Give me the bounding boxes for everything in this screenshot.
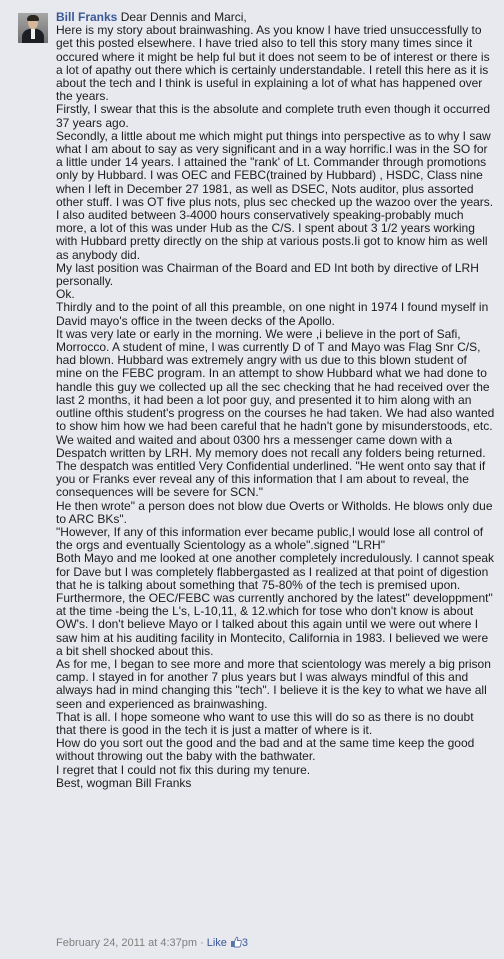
comment-body: Dear Dennis and Marci, Here is my story about brainwashing. As you know I have tried unsuccessfully to get this posted elsewhere. I have tried also to tell this story many times since it occured where it might be help ful but it does not seem to be of interest or there is a lot of apathy out there which is certainly understandable. I retell this here as it is about the tech and I think is useful in explaining a lot of what has happened over the years. Firstly, I swear that this is the absolute and complete truth even though it occurred 37 years ago. Secondly, a little about me which might put things into perspective as to why I saw what I am about to say as very significant and in a way horrific.I was in the SO for a little under 14 years. I attained the "rank' of Lt. Commander through promotions only by Hubbard. I was OEC and FEBC(trained by Hubbard) , HSDC, Class nine when I left in December 27 1981, as well as DSEC, Nots auditor, plus assorted other stuff. I was OT five plus nots, plus sec checked up the wazoo over the years. I also audited between 3-4000 hours conservatively speaking-probably much more, a lot of this was under Hub as the C/S. I spent about 3 1/2 years working with Hubbard pretty directly on the ship at various posts.Ii got to know him as well as anybody did. My last position was Chairman of the Board and ED Int both by directive of LRH personally. Ok. Thirdly and to the point of all this preamble, on one night in 1974 I found myself in David mayo's office in the tween decks of the Apollo. It was very late or early in the morning. We were ,i believe in the port of Safi, Morrocco. A student of mine, I was currently D of T and Mayo was Flag Snr C/S, had blown. Hubbard was extremely angry with us due to this blown student of mine on the FEBC program. In an attempt to show Hubbard what we had done to handle this guy we collected up all the sec checking that he had received over the last 2 months, it had been a lot poor guy, and presented it to him along with an outline ofthis student's progress on the courses he had taken. We had also wanted to show him how we had been careful that he hadn't gone by misunderstoods, etc. We waited and waited and about 0300 hrs a messenger came down with a Despatch written by LRH. My memory does not recall any folders being returned. The despatch was entitled Very Confidential underlined. "He went onto say that if you or Franks ever reveal any of this information that I am about to reveal, the consequences will be severe for SCN." He then wrote" a person does not blow due Overts or Witholds. He blows only due to ARC BKs". "However, If any of this information ever became public,I would lose all control of the orgs and eventually Scientology as a whole".signed "LRH" Both Mayo and me looked at one another completely incredulously. I cannot speak for Dave but I was completely flabbergasted as I realized at that point of digestion that he is talking about something that 75-80% of the tech is premised upon. Furthermore, the OEC/FEBC was currently anchored by the latest" developpment" at the time -being the L's, L-10,11, & 12.which for tose who don't know is about OW's. I don't believe Mayo or I talked about this again until we were out where I saw him at his auditing facility in Montecito, California in 1983. I believed we were a bit shell shocked about this. As for me, I began to see more and more that scientology was merely a big prison camp. I stayed in for another 7 plus years but I was always mindful of this and always had in mind changing this "tech". I believe it is the key to what we have all seen and experienced as brainwashing. That is all. I hope someone who want to use this will do so as there is no doubt that there is good in the tech it is just a matter of where is it. How do you sort out the good and the bad and at the same time keep the good without throwing out the baby with the bathwater. I regret that I could not fix this during my tenure. Best, wogman Bill Franks (56, 10, 495, 790)
comment-meta (56, 936, 248, 951)
avatar[interactable] (18, 13, 48, 43)
author-name[interactable]: Bill Franks (56, 10, 118, 24)
meta-separator: · (200, 937, 204, 949)
comment-content (56, 11, 496, 790)
timestamp[interactable]: February 24, 2011 at 4:37pm (56, 937, 198, 949)
thumbs-up-icon-svg (230, 936, 242, 948)
like-link[interactable]: Like (206, 937, 227, 949)
thumbs-up-icon[interactable] (230, 936, 242, 951)
comment-text (56, 11, 496, 790)
like-count[interactable]: 3 (241, 937, 249, 949)
